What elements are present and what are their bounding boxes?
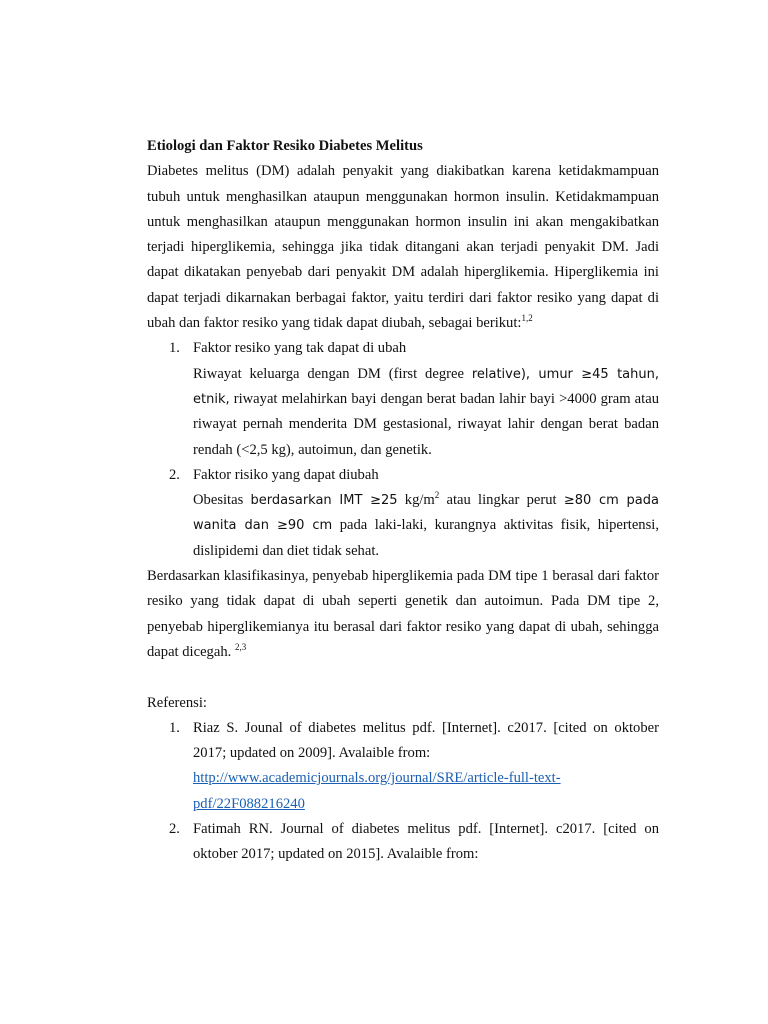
classification-citation: 2,3 [234,642,247,653]
classification-text: Berdasarkan klasifikasinya, penyebab hiperglikemia pada DM tipe 1 berasal dari faktor resiko yang tidak dapat di ubah seperti genetik dan autoimun. Pada DM tipe 2, penyebab hiperglikemianya itu berasal dari faktor resiko yang dapat di ubah, sehingga dapat dicegah. [147,568,659,660]
factor-number: 1. [169,340,180,357]
references-heading: Referensi: [147,694,207,711]
factor-text: Riwayat keluarga dengan DM (first degree [193,365,472,382]
reference-text: Riaz S. Jounal of diabetes melitus pdf. [Internet]. c2017. [cited on oktober 2017; updated on 2009]. Avalaible from: [193,719,659,762]
factor-text: riwayat melahirkan bayi dengan berat badan lahir bayi >4000 gram atau riwayat pernah menderita DM gestasional, riwayat lahir dengan berat badan rendah (<2,5 kg), autoimun, dan genetik. [193,390,659,458]
classification-paragraph [147,564,659,665]
reference-link[interactable]: http://www.academicjournals.org/journal/SRE/article-full-text-pdf/22F088216240 [193,770,561,812]
reference-item-1 [147,716,659,817]
factor-text: kg/m [397,492,435,509]
factor-list [147,336,659,564]
factor-text: berdasarkan IMT ≥25 [250,493,398,509]
section-title: Etiologi dan Faktor Resiko Diabetes Melitus [147,138,423,154]
reference-item-2 [147,817,659,868]
factor-title: Faktor risiko yang dapat diubah [193,466,379,483]
factor-text: atau lingkar perut [439,492,564,509]
factor-item-2 [147,463,659,564]
factor-text: pada laki-laki, kurangnya aktivitas fisik, hipertensi, dislipidemi dan diet tidak sehat. [193,517,659,559]
factor-description [193,362,659,463]
reference-number: 2. [169,821,180,838]
spacer [147,665,659,690]
factor-number: 2. [169,466,180,483]
reference-number: 1. [169,719,180,736]
factor-text: ≥80 cm pada wanita dan ≥90 cm [193,493,659,534]
intro-text: Diabetes melitus (DM) adalah penyakit yang diakibatkan karena ketidakmampuan tubuh untuk menghasilkan ataupun menggunakan hormon insulin. Ketidakmampuan untuk menghasilkan ataupun menggunakan hormon insulin ini akan mengakibatkan terjadi hiperglikemia, sehingga jika tidak ditangani akan terjadi penyakit DM. Jadi dapat dikatakan penyebab dari penyakit DM adalah hiperglikemia. Hiperglikemia ini dapat terjadi dikarnakan berbagai faktor, yaitu terdiri dari faktor resiko yang dapat di ubah dan faktor resiko yang tidak dapat diubah, sebagai berikut: [147,163,659,332]
factor-text: Obesitas [193,492,251,509]
factor-text: relative), umur ≥45 tahun, etnik, [193,366,659,407]
intro-paragraph [147,159,659,336]
factor-description [193,488,659,564]
reference-list [147,716,659,868]
factor-title: Faktor resiko yang tak dapat di ubah [193,340,407,357]
document-page [147,134,659,868]
intro-citation: 1,2 [521,313,533,324]
unit-superscript: 2 [434,490,440,501]
reference-text: Fatimah RN. Journal of diabetes melitus pdf. [Internet]. c2017. [cited on oktober 2017; updated on 2015]. Avalaible from: [193,821,659,863]
factor-item-1 [147,336,659,462]
